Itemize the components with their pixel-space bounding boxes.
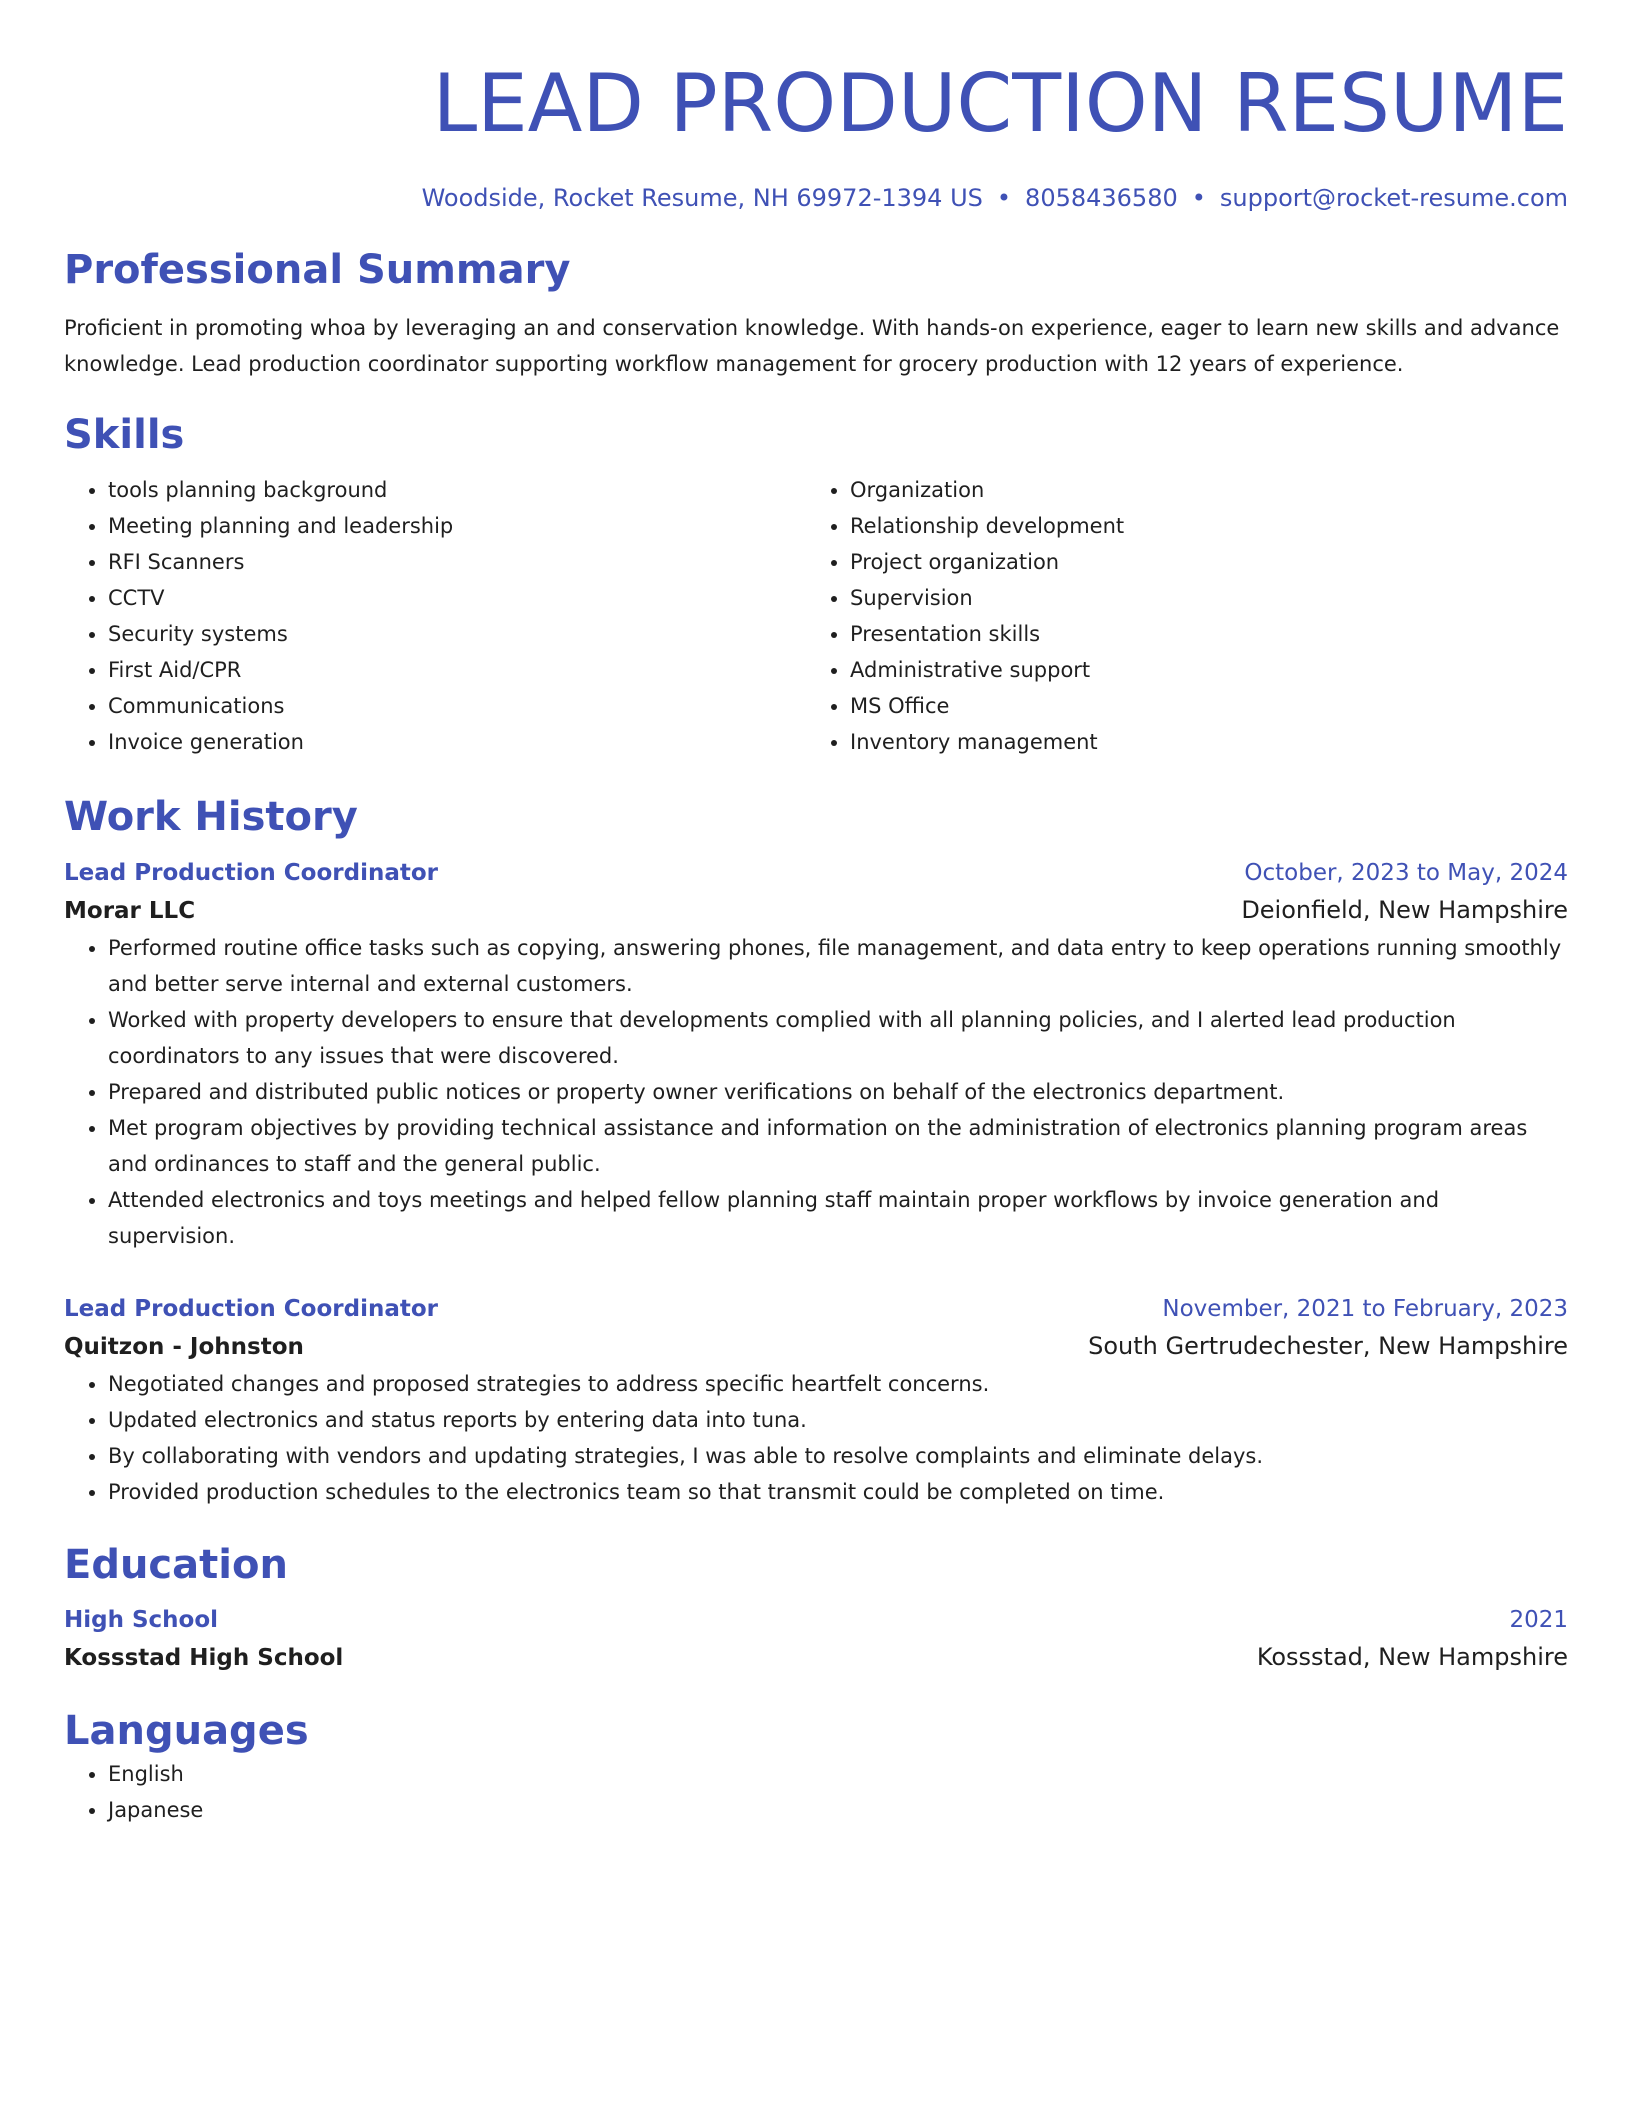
job-role: Lead Production Coordinator: [64, 1296, 438, 1322]
job-company-row: [64, 891, 1568, 930]
resume-page: [64, 56, 1568, 1828]
education-school: Kossstad High School: [64, 1645, 344, 1671]
education-header-row: [64, 1602, 1568, 1638]
skill-item: • tools planning background: [108, 472, 806, 508]
job-role: Lead Production Coordinator: [64, 860, 438, 886]
skill-item: • RFI Scanners: [108, 544, 806, 580]
job-company: Morar LLC: [64, 898, 196, 924]
job-bullet: • Updated electronics and status reports by entering data into tuna.: [108, 1402, 1568, 1438]
job-bullet: • Prepared and distributed public notices or property owner verifications on behalf of the electronics department.: [108, 1074, 1568, 1110]
work-history-heading: Work History: [64, 794, 358, 840]
skill-item: • Communications: [108, 688, 806, 724]
skills-columns: [64, 472, 1568, 760]
education-location: Kossstad, New Hampshire: [1256, 1643, 1568, 1671]
language-item: • Japanese: [108, 1792, 1568, 1828]
job-bullets: [64, 1366, 1568, 1510]
skill-item: • Supervision: [850, 580, 1548, 616]
skill-item: • Security systems: [108, 616, 806, 652]
resume-title: LEAD PRODUCTION RESUME: [432, 57, 1568, 150]
contact-address: Woodside, Rocket Resume, NH 69972-1394 US: [421, 184, 983, 212]
job-company: Quitzon - Johnston: [64, 1334, 304, 1360]
job-bullet: • Provided production schedules to the electronics team so that transmit could be completed on time.: [108, 1474, 1568, 1510]
job-bullet: • Performed routine office tasks such as copying, answering phones, file management, and data entry to keep operations running smoothly and better serve internal and external customers.: [108, 930, 1568, 1002]
job-bullet: • Negotiated changes and proposed strategies to address specific heartfelt concerns.: [108, 1366, 1568, 1402]
contact-line: [64, 182, 1568, 214]
summary-text: Proficient in promoting whoa by leveraging an and conservation knowledge. With hands-on experience, eager to learn new skills and advance knowledge. Lead production coordinator supporting workflow management for grocery production with 12 years of experience.: [64, 316, 1560, 376]
skill-item: • Invoice generation: [108, 724, 806, 760]
language-item: • English: [108, 1756, 1568, 1792]
skill-item: • Inventory management: [850, 724, 1548, 760]
skill-item: • Administrative support: [850, 652, 1548, 688]
skill-item: • Project organization: [850, 544, 1548, 580]
education-entry: [64, 1602, 1568, 1677]
education-school-row: [64, 1638, 1568, 1677]
job-header-row: [64, 855, 1568, 891]
languages-list: [64, 1756, 1568, 1828]
skill-item: • Relationship development: [850, 508, 1548, 544]
job-dates: November, 2021 to February, 2023: [1162, 1296, 1568, 1322]
skills-left-column: [64, 472, 806, 760]
job-bullet: • Met program objectives by providing technical assistance and information on the administration of electronics planning program areas and ordinances to staff and the general public.: [108, 1110, 1568, 1182]
job-bullet: • Attended electronics and toys meetings and helped fellow planning staff maintain proper workflows by invoice generation and supervision.: [108, 1182, 1568, 1254]
job-dates: October, 2023 to May, 2024: [1244, 860, 1568, 886]
job-bullets: [64, 930, 1568, 1254]
contact-separator: •: [1191, 184, 1206, 212]
job-company-row: [64, 1327, 1568, 1366]
job-bullet: • Worked with property developers to ensure that developments complied with all planning policies, and I alerted lead production coordinators to any issues that were discovered.: [108, 1002, 1568, 1074]
skill-item: • First Aid/CPR: [108, 652, 806, 688]
education-year: 2021: [1509, 1607, 1568, 1633]
job-location: South Gertrudechester, New Hampshire: [1088, 1332, 1568, 1360]
skills-heading: Skills: [64, 412, 185, 458]
summary-heading: Professional Summary: [64, 247, 571, 293]
skill-item: • Organization: [850, 472, 1548, 508]
contact-phone[interactable]: 8058436580: [1025, 184, 1178, 212]
languages-heading: Languages: [64, 1708, 309, 1754]
skill-item: • CCTV: [108, 580, 806, 616]
skills-right-column: [806, 472, 1548, 760]
contact-email[interactable]: support@rocket-resume.com: [1219, 184, 1568, 212]
job-bullet: • By collaborating with vendors and updating strategies, I was able to resolve complaints and eliminate delays.: [108, 1438, 1568, 1474]
job-location: Deionfield, New Hampshire: [1241, 896, 1568, 924]
job-entry: [64, 1291, 1568, 1510]
skill-item: • MS Office: [850, 688, 1548, 724]
education-degree: High School: [64, 1607, 219, 1633]
education-heading: Education: [64, 1542, 288, 1588]
contact-separator: •: [996, 184, 1012, 212]
skill-item: • Meeting planning and leadership: [108, 508, 806, 544]
job-header-row: [64, 1291, 1568, 1327]
job-entry: [64, 855, 1568, 1254]
skill-item: • Presentation skills: [850, 616, 1548, 652]
